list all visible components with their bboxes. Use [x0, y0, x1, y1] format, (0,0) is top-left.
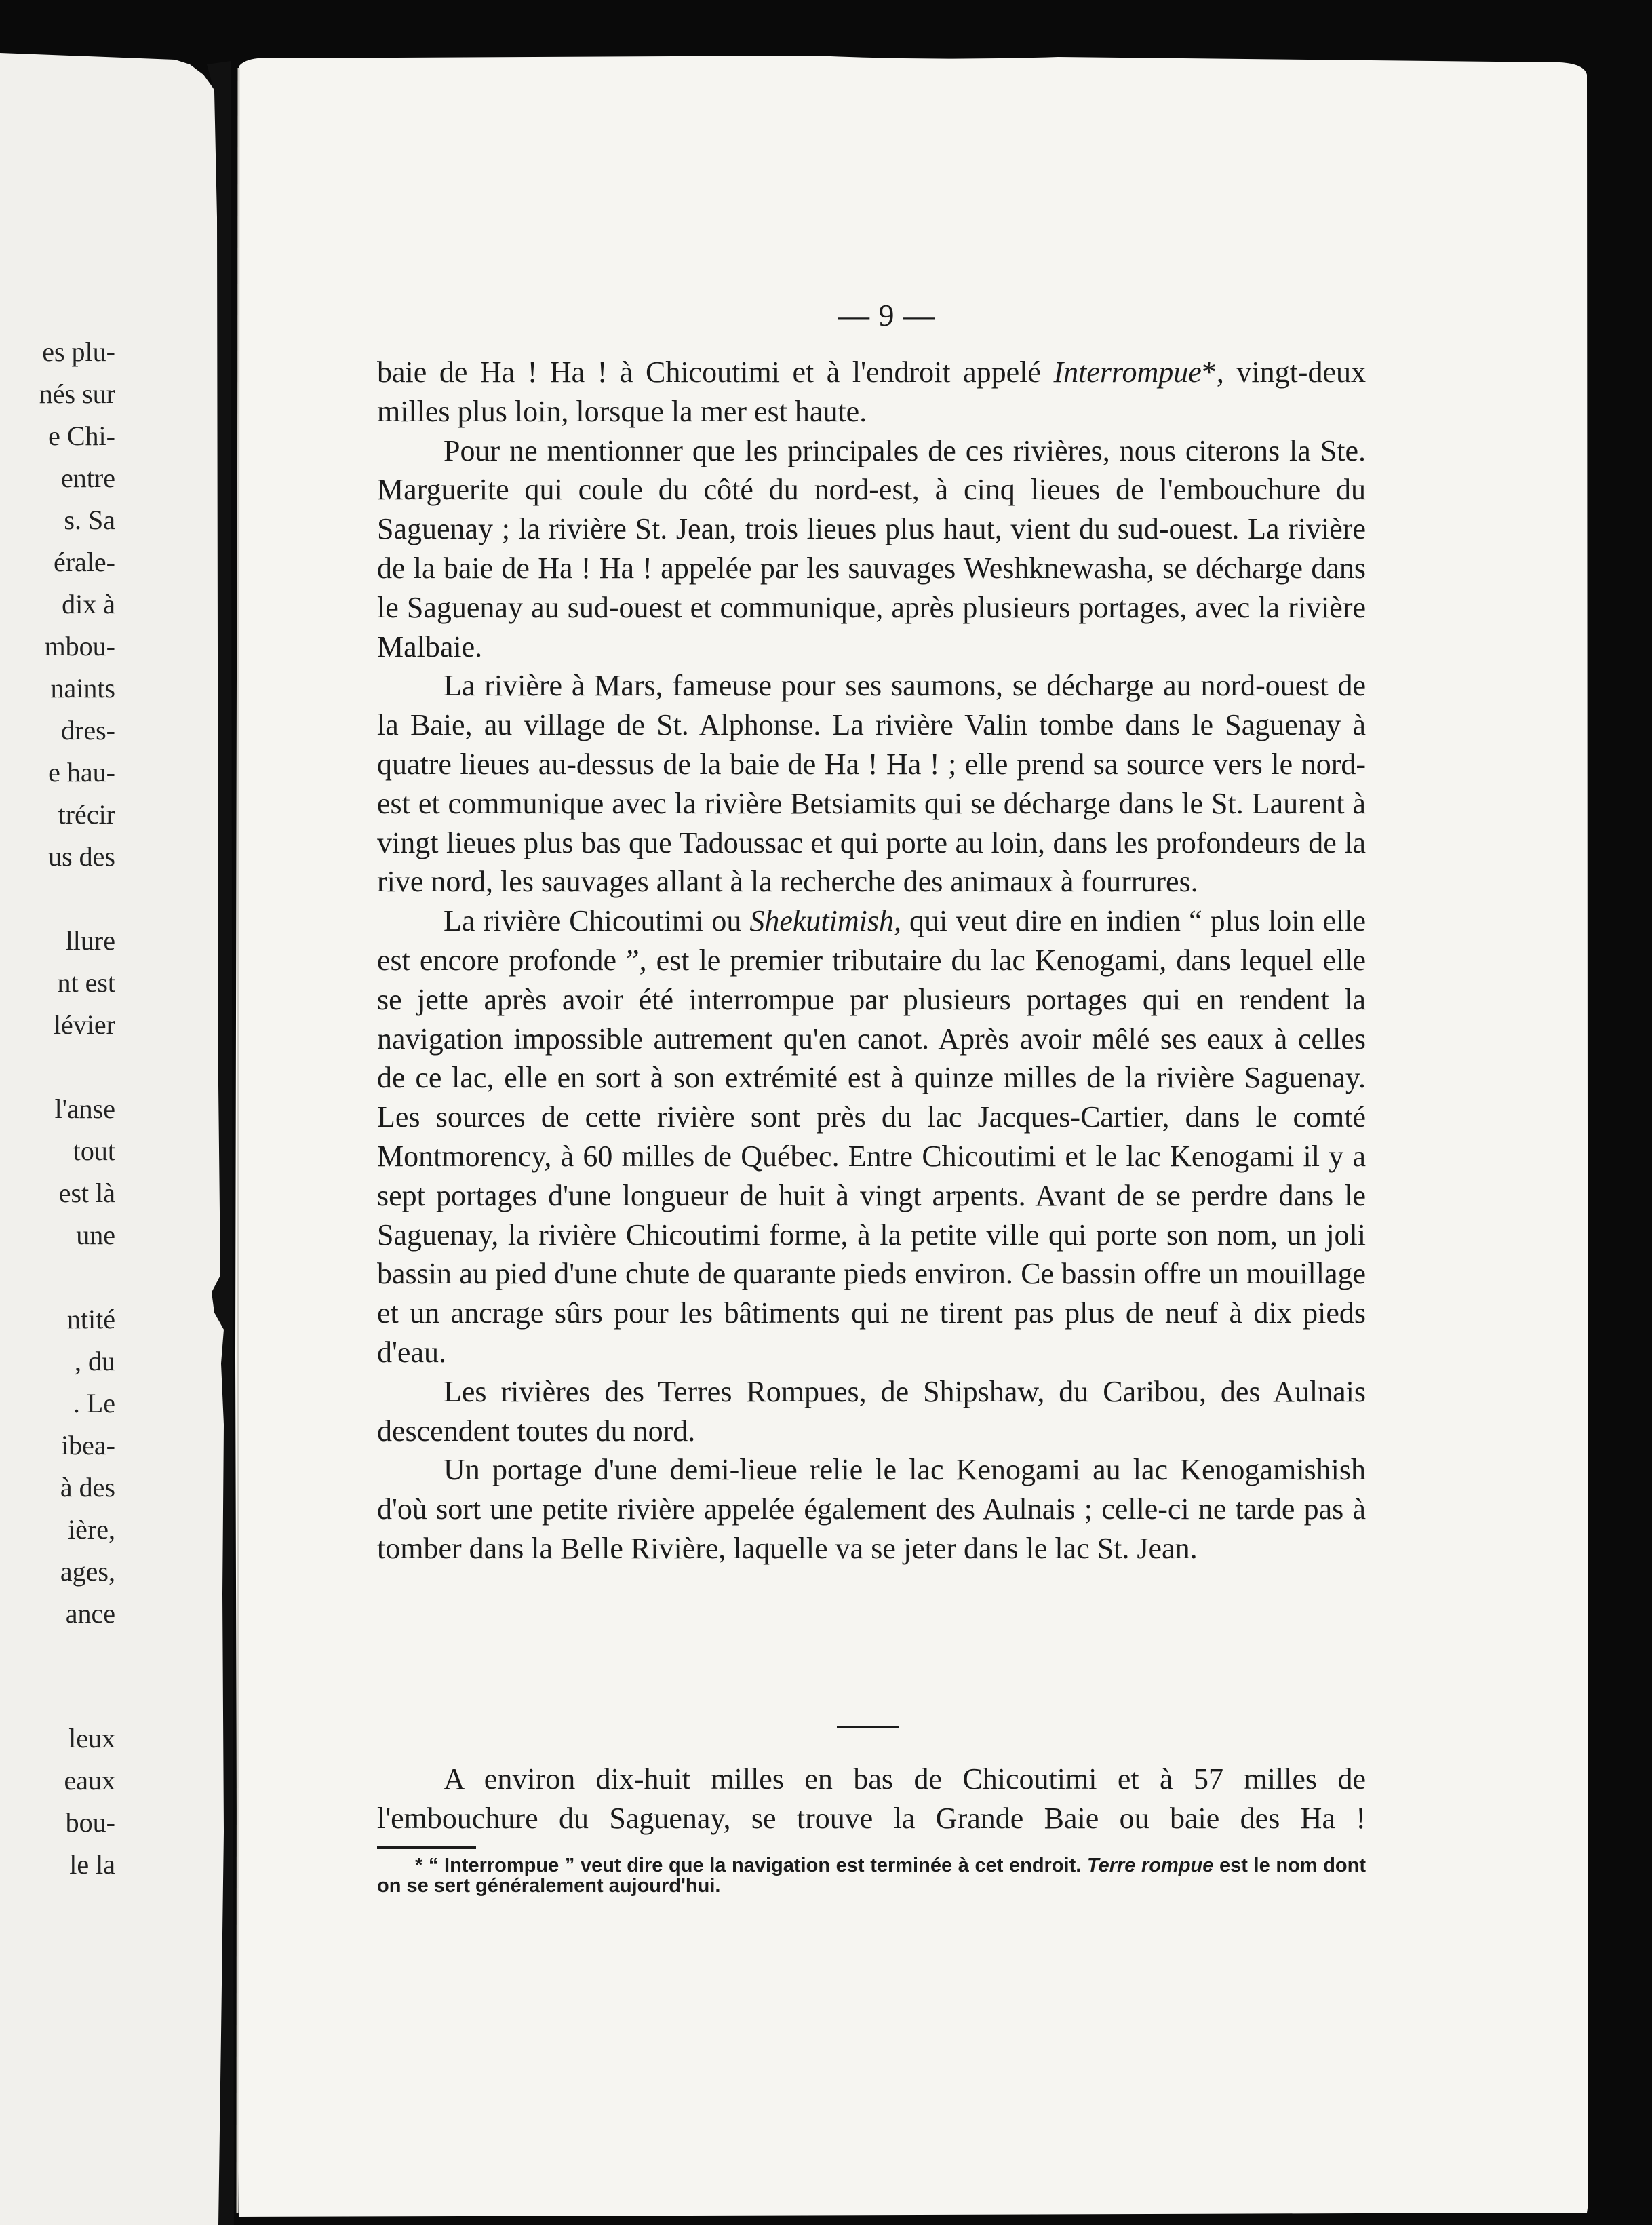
left-page-text-fragments-upper — [0, 331, 115, 1635]
footnote-suffix: est le nom dont on se sert généralement aujourd'hui. — [377, 1855, 1366, 1897]
left-page-fragment-line: ages, — [60, 1556, 115, 1587]
left-page-fragment-line: le la — [69, 1849, 115, 1880]
left-page-fragment-line: dix à — [62, 589, 115, 619]
left-page-fragment-line: ntité — [66, 1304, 115, 1334]
left-page-fragment-line: ière, — [68, 1514, 115, 1545]
paragraph-text: Pour ne mentionner que les principales de ces rivières, nous citerons la Ste. Marguerite qui coule du côté du nord-est, à cinq lieues de l'embouchure du Saguenay ; la rivière St. Jean, trois lieues plus haut, vient du sud-ouest. La rivière de la baie de Ha ! Ha ! appelée par les sauvages Weshknewasha, se décharge dans le Saguenay au sud-ouest et communique, après plusieurs portages, avec la rivière Malbaie. — [377, 433, 1366, 663]
left-page-fragment-line: nés sur — [39, 379, 115, 409]
italic-term: Interrompue — [1053, 355, 1202, 389]
body-paragraph — [377, 666, 1366, 902]
paragraph-text: Un portage d'une demi-lieue relie le lac Kenogami au lac Kenogamishish d'où sort une petite rivière appelée également des Aulnais ; celle-ci ne tarde pas à tomber dans la Belle Rivière, laquelle va se jeter dans le lac St. Jean. — [377, 1453, 1366, 1565]
paragraph-text: La rivière à Mars, fameuse pour ses saumons, se décharge au nord-ouest de la Baie, au village de St. Alphonse. La rivière Valin tombe dans le Saguenay à quatre lieues au-dessus de la baie de Ha ! Ha ! ; elle prend sa source vers le nord-est et communique avec la rivière Betsiamits qui se décharge dans le St. Laurent à vingt lieues plus bas que Tadoussac et qui porte au loin, dans les profondeurs de la rive nord, les sauvages allant à la recherche des animaux à fourrures. — [377, 669, 1366, 899]
body-paragraph — [377, 1372, 1366, 1451]
footnote-rule — [377, 1846, 476, 1849]
paragraph-text: Les rivières des Terres Rompues, de Shipshaw, du Caribou, des Aulnais descendent toutes du nord. — [377, 1374, 1366, 1448]
footnote-italic-term: Terre rompue — [1086, 1855, 1214, 1876]
left-page-fragment-line: s. Sa — [64, 505, 115, 535]
left-page-fragment-line: est là — [58, 1178, 115, 1208]
left-page-fragment-line: lévier — [53, 1009, 115, 1040]
left-page-fragment-line: ance — [65, 1598, 115, 1629]
left-page-fragment-line: nt est — [57, 967, 115, 998]
paragraph-text: La rivière Chicoutimi ou — [444, 904, 750, 938]
italic-term: Shekutimish, — [749, 904, 901, 938]
left-page-fragment-line: mbou- — [44, 631, 115, 661]
left-page-fragment-line: llure — [65, 925, 115, 956]
left-page-fragment-line: trécir — [58, 799, 115, 830]
section-divider-rule — [837, 1726, 899, 1728]
body-paragraph — [377, 902, 1366, 1372]
left-page-fragment-line: leux — [68, 1723, 115, 1754]
body-text — [377, 353, 1366, 1568]
footnote-prefix: * “ Interrompue ” veut dire que la navigation est terminée à cet endroit. — [415, 1855, 1087, 1876]
left-page-fragment-line: ibea- — [61, 1430, 115, 1460]
paragraph-text: qui veut dire en indien “ plus loin elle est encore profonde ”, est le premier tributaire du lac Kenogami, dans lequel elle se jette après avoir été interrompue par plusieurs portages qui en rendent la navigation impossible autrement qu'en canot. Après avoir mêlé ses eaux à celles de ce lac, elle en sort à son extrémité est à quinze milles de la rivière Saguenay. Les sources de cette rivière sont près du lac Jacques-Cartier, dans le comté Montmorency, à 60 milles de Québec. Entre Chicoutimi et le lac Kenogami il y a sept portages d'une longueur de huit à vingt arpents. Avant de se perdre dans le Saguenay, la rivière Chicoutimi forme, à la petite ville qui porte son nom, un joli bassin au pied d'une chute de quarante pieds environ. Ce bassin offre un mouillage et un ancrage sûrs pour les bâtiments qui ne tirent pas plus de neuf à dix pieds d'eau. — [377, 904, 1366, 1369]
left-page-fragment-line — [0, 1046, 115, 1088]
left-page-fragment-line: tout — [73, 1136, 115, 1166]
left-page-fragment-line: , du — [75, 1346, 115, 1376]
left-page-fragment-line: eaux — [64, 1765, 115, 1796]
body-paragraph — [377, 353, 1366, 431]
left-page-fragment-line: e hau- — [48, 757, 115, 788]
closing-paragraph: A environ dix-huit milles en bas de Chicoutimi et à 57 milles de l'embouchure du Saguenay, se trouve la Grande Baie ou baie des Ha ! — [377, 1762, 1366, 1835]
left-page-fragment-line: l'anse — [54, 1094, 115, 1124]
left-page-fragment-line: . Le — [73, 1388, 115, 1418]
left-page-fragment-line — [0, 1256, 115, 1298]
left-page-fragment-line: naints — [50, 673, 115, 703]
left-page-fragment-line: bou- — [65, 1807, 115, 1838]
footnote-text — [377, 1855, 1366, 1896]
left-page-fragment-line: érale- — [53, 547, 115, 577]
left-page-fragment-line: une — [76, 1220, 115, 1250]
left-page-fragment-line: entre — [61, 463, 115, 493]
left-page-fragment-line: us des — [48, 841, 115, 872]
paragraph-text: baie de Ha ! Ha ! à Chicoutimi et à l'endroit appelé — [377, 355, 1054, 389]
body-paragraph — [377, 431, 1366, 667]
footnote — [377, 1855, 1366, 1896]
left-page-fragment-line: e Chi- — [48, 421, 115, 451]
closing-paragraph-block — [377, 1760, 1366, 1838]
page-number: — 9 — — [838, 298, 935, 332]
body-paragraph — [377, 1450, 1366, 1568]
left-page-text-fragments-lower — [0, 1718, 115, 1886]
left-page-fragment-line — [0, 878, 115, 920]
left-page-fragment-line: es plu- — [42, 336, 115, 367]
paragraph-text: *, vingt-deux milles plus loin, lorsque la mer est haute. — [377, 355, 1366, 428]
left-page-fragment-line: à des — [60, 1472, 115, 1503]
left-page-fragment-line: dres- — [61, 715, 115, 746]
